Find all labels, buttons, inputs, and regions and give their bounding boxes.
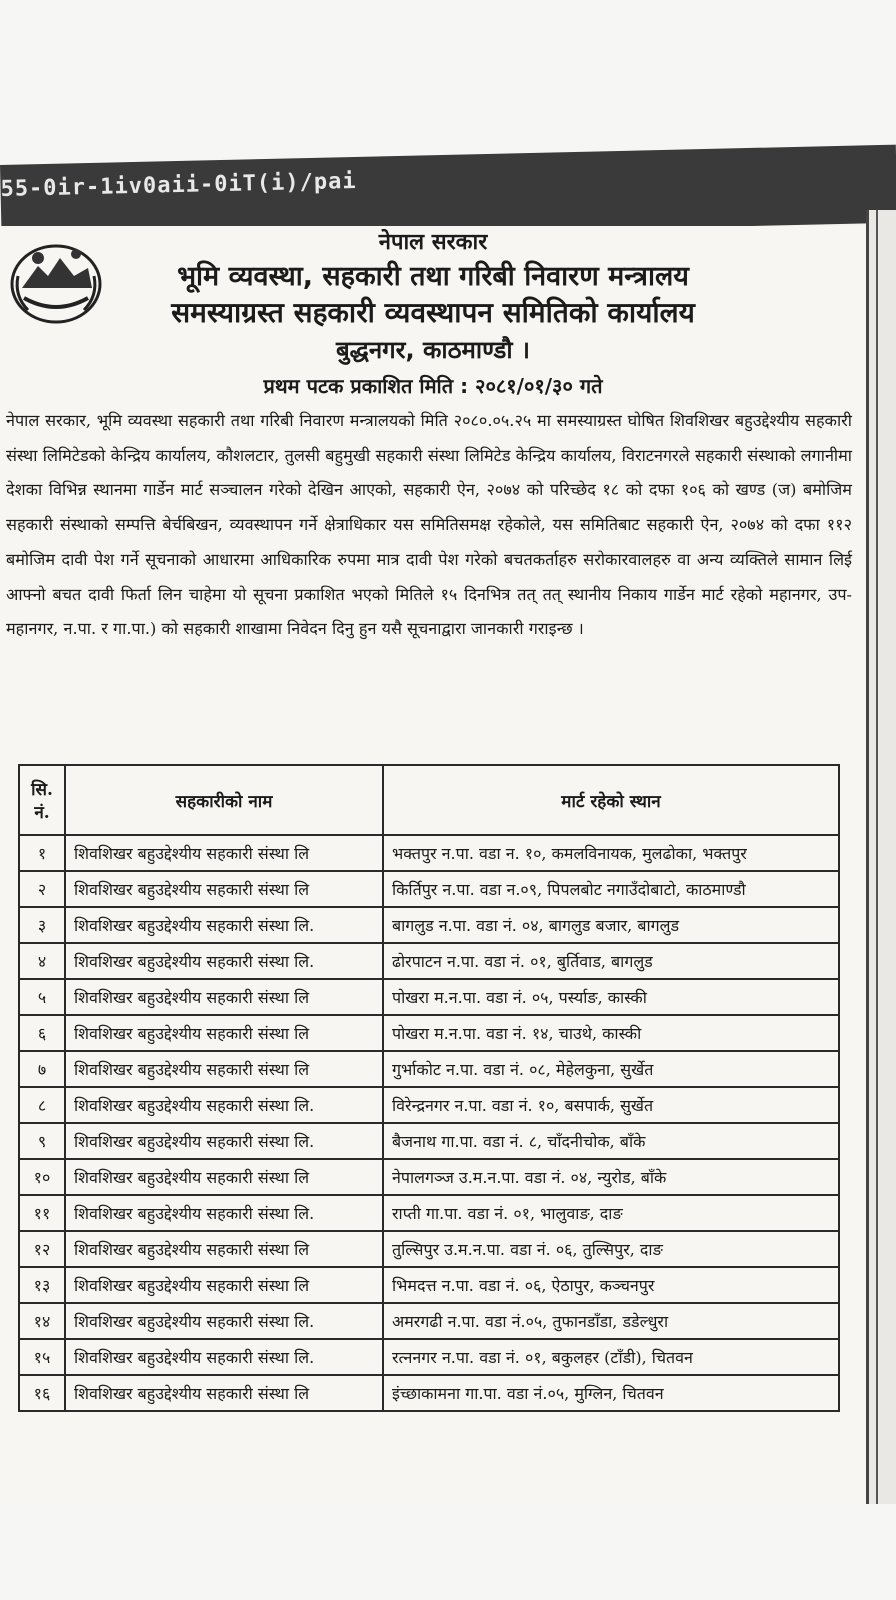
row-location: विरेन्द्रनगर न.पा. वडा नं. १०, बसपार्क, सुर्खेत <box>383 1087 839 1123</box>
table-row <box>19 1231 839 1267</box>
row-serial: १ <box>19 835 65 871</box>
table-row <box>19 1339 839 1375</box>
row-serial: ११ <box>19 1195 65 1231</box>
top-margin <box>0 0 896 165</box>
row-coop-name: शिवशिखर बहुउद्देश्यीय सहकारी संस्था लि <box>65 871 383 907</box>
row-coop-name: शिवशिखर बहुउद्देश्यीय सहकारी संस्था लि <box>65 1015 383 1051</box>
office-address: बुद्धनगर, काठमाण्डौ । <box>335 336 531 364</box>
row-serial: ८ <box>19 1087 65 1123</box>
col-coop-name: सहकारीको नाम <box>65 765 383 835</box>
row-coop-name: शिवशिखर बहुउद्देश्यीय सहकारी संस्था लि. <box>65 1087 383 1123</box>
table-row <box>19 979 839 1015</box>
row-coop-name: शिवशिखर बहुउद्देश्यीय सहकारी संस्था लि. <box>65 907 383 943</box>
row-location: तुल्सिपुर उ.म.न.पा. वडा नं. ०६, तुल्सिपुर, दाङ <box>383 1231 839 1267</box>
row-coop-name: शिवशिखर बहुउद्देश्यीय सहकारी संस्था लि <box>65 835 383 871</box>
office-name: समस्याग्रस्त सहकारी व्यवस्थापन समितिको कार्यालय <box>171 296 695 329</box>
row-location: भक्तपुर न.पा. वडा न. १०, कमलविनायक, मुलढोका, भक्तपुर <box>383 835 839 871</box>
table-row <box>19 1123 839 1159</box>
row-serial: १२ <box>19 1231 65 1267</box>
mart-location-table <box>18 764 840 1412</box>
row-coop-name: शिवशिखर बहुउद्देश्यीय सहकारी संस्था लि <box>65 1267 383 1303</box>
row-serial: ६ <box>19 1015 65 1051</box>
table-row <box>19 1375 839 1411</box>
row-location: पोखरा म.न.पा. वडा नं. ०५, पर्स्याङ, कास्की <box>383 979 839 1015</box>
table-row <box>19 871 839 907</box>
row-location: भिमदत्त न.पा. वडा नं. ०६, ऐठापुर, कञ्चनपुर <box>383 1267 839 1303</box>
publish-date: प्रथम पटक प्रकाशित मिति : २०८१/०१/३० गते <box>263 374 603 398</box>
row-location: राप्ती गा.पा. वडा नं. ०१, भालुवाङ, दाङ <box>383 1195 839 1231</box>
row-coop-name: शिवशिखर बहुउद्देश्यीय सहकारी संस्था लि <box>65 1159 383 1195</box>
row-coop-name: शिवशिखर बहुउद्देश्यीय सहकारी संस्था लि <box>65 1231 383 1267</box>
row-serial: ५ <box>19 979 65 1015</box>
row-location: रत्ननगर न.पा. वडा नं. ०१, बकुलहर (टाँडी), चितवन <box>383 1339 839 1375</box>
table-row <box>19 1015 839 1051</box>
table-row <box>19 1303 839 1339</box>
table-row <box>19 907 839 943</box>
header-strip-text: 55-0ir-1iv0aii-0iT(i)/pai <box>0 168 357 202</box>
table-row <box>19 943 839 979</box>
page-edge <box>866 210 896 1510</box>
row-serial: १४ <box>19 1303 65 1339</box>
row-location: गुर्भाकोट न.पा. वडा नं. ०८, मेहेलकुना, सुर्खेत <box>383 1051 839 1087</box>
row-coop-name: शिवशिखर बहुउद्देश्यीय सहकारी संस्था लि. <box>65 943 383 979</box>
row-coop-name: शिवशिखर बहुउद्देश्यीय सहकारी संस्था लि. <box>65 1123 383 1159</box>
page-edge-line <box>876 210 878 1510</box>
notice-body: नेपाल सरकार, भूमि व्यवस्था सहकारी तथा गरिबी निवारण मन्त्रालयको मिति २०८०.०५.२५ मा समस्याग्रस्त घोषित शिवशिखर बहुउद्देश्यीय सहकारी संस्था लिमिटेडको केन्द्रिय कार्यालय, कौशलटार, तुलसी बहुमुखी सहकारी संस्था लिमिटेड केन्द्रिय कार्यालय, विराटनगरले सहकारी संस्थाको लगानीमा देशका विभिन्न स्थानमा गार्डेन मार्ट सञ्चालन गरेको देखिन आएको, सहकारी ऐन, २०७४ को परिच्छेद १८ को दफा १०६ को खण्ड (ज) बमोजिम सहकारी संस्थाको सम्पत्ति बेर्चबिखन, व्यवस्थापन गर्ने क्षेत्राधिकार यस समितिसमक्ष रहेकोले, यस समितिबाट सहकारी ऐन, २०७४ को दफा ११२ बमोजिम दावी पेश गर्ने सूचनाको आधारमा आधिकारिक रुपमा मात्र दावी पेश गरेको बचतकर्ताहरु सरोकारवालहरु वा अन्य व्यक्तिले सामान लिई आफ्नो बचत दावी फिर्ता लिन चाहेमा यो सूचना प्रकाशित भएको मितिले १५ दिनभित्र तत् तत् स्थानीय निकाय गार्डेन मार्ट रहेको महानगर, उप-महानगर, न.पा. र गा.पा.) को सहकारी शाखामा निवेदन दिनु हुन यसै सूचनाद्वारा जानकारी गराइन्छ । <box>6 411 852 639</box>
gov-name: नेपाल सरकार <box>378 230 488 255</box>
table-row <box>19 1267 839 1303</box>
row-serial: १५ <box>19 1339 65 1375</box>
row-location: ढोरपाटन न.पा. वडा नं. ०१, बुर्तिवाड, बागलुड <box>383 943 839 979</box>
row-location: इंच्छाकामना गा.पा. वडा नं.०५, मुग्लिन, चितवन <box>383 1375 839 1411</box>
table-row <box>19 1087 839 1123</box>
row-location: किर्तिपुर न.पा. वडा न.०९, पिपलबोट नगाउँदोबाटो, काठमाण्डौ <box>383 871 839 907</box>
row-location: अमरगढी न.पा. वडा नं.०५, तुफानडाँडा, डडेल्धुरा <box>383 1303 839 1339</box>
row-coop-name: शिवशिखर बहुउद्देश्यीय सहकारी संस्था लि. <box>65 1339 383 1375</box>
row-serial: १६ <box>19 1375 65 1411</box>
row-location: बागलुड न.पा. वडा नं. ०४, बागलुड बजार, बागलुड <box>383 907 839 943</box>
col-mart-location: मार्ट रहेको स्थान <box>383 765 839 835</box>
table-row <box>19 1195 839 1231</box>
bottom-margin <box>0 1504 896 1600</box>
row-serial: २ <box>19 871 65 907</box>
row-coop-name: शिवशिखर बहुउद्देश्यीय सहकारी संस्था लि <box>65 1051 383 1087</box>
row-serial: १३ <box>19 1267 65 1303</box>
row-coop-name: शिवशिखर बहुउद्देश्यीय सहकारी संस्था लि. <box>65 1303 383 1339</box>
table-row <box>19 1159 839 1195</box>
row-coop-name: शिवशिखर बहुउद्देश्यीय सहकारी संस्था लि <box>65 1375 383 1411</box>
table-header-row <box>19 765 839 835</box>
row-serial: ३ <box>19 907 65 943</box>
col-serial: सि. नं. <box>19 765 65 835</box>
row-serial: ९ <box>19 1123 65 1159</box>
table-row <box>19 1051 839 1087</box>
table-row <box>19 835 839 871</box>
row-coop-name: शिवशिखर बहुउद्देश्यीय सहकारी संस्था लि. <box>65 1195 383 1231</box>
row-location: बैजनाथ गा.पा. वडा नं. ८, चाँदनीचोक, बाँके <box>383 1123 839 1159</box>
row-location: नेपालगञ्ज उ.म.न.पा. वडा नं. ०४, न्युरोड, बाँके <box>383 1159 839 1195</box>
row-location: पोखरा म.न.पा. वडा नं. १४, चाउथे, कास्की <box>383 1015 839 1051</box>
ministry-name: भूमि व्यवस्था, सहकारी तथा गरिबी निवारण मन्त्रालय <box>177 261 689 292</box>
row-coop-name: शिवशिखर बहुउद्देश्यीय सहकारी संस्था लि <box>65 979 383 1015</box>
row-serial: ७ <box>19 1051 65 1087</box>
row-serial: १० <box>19 1159 65 1195</box>
row-serial: ४ <box>19 943 65 979</box>
